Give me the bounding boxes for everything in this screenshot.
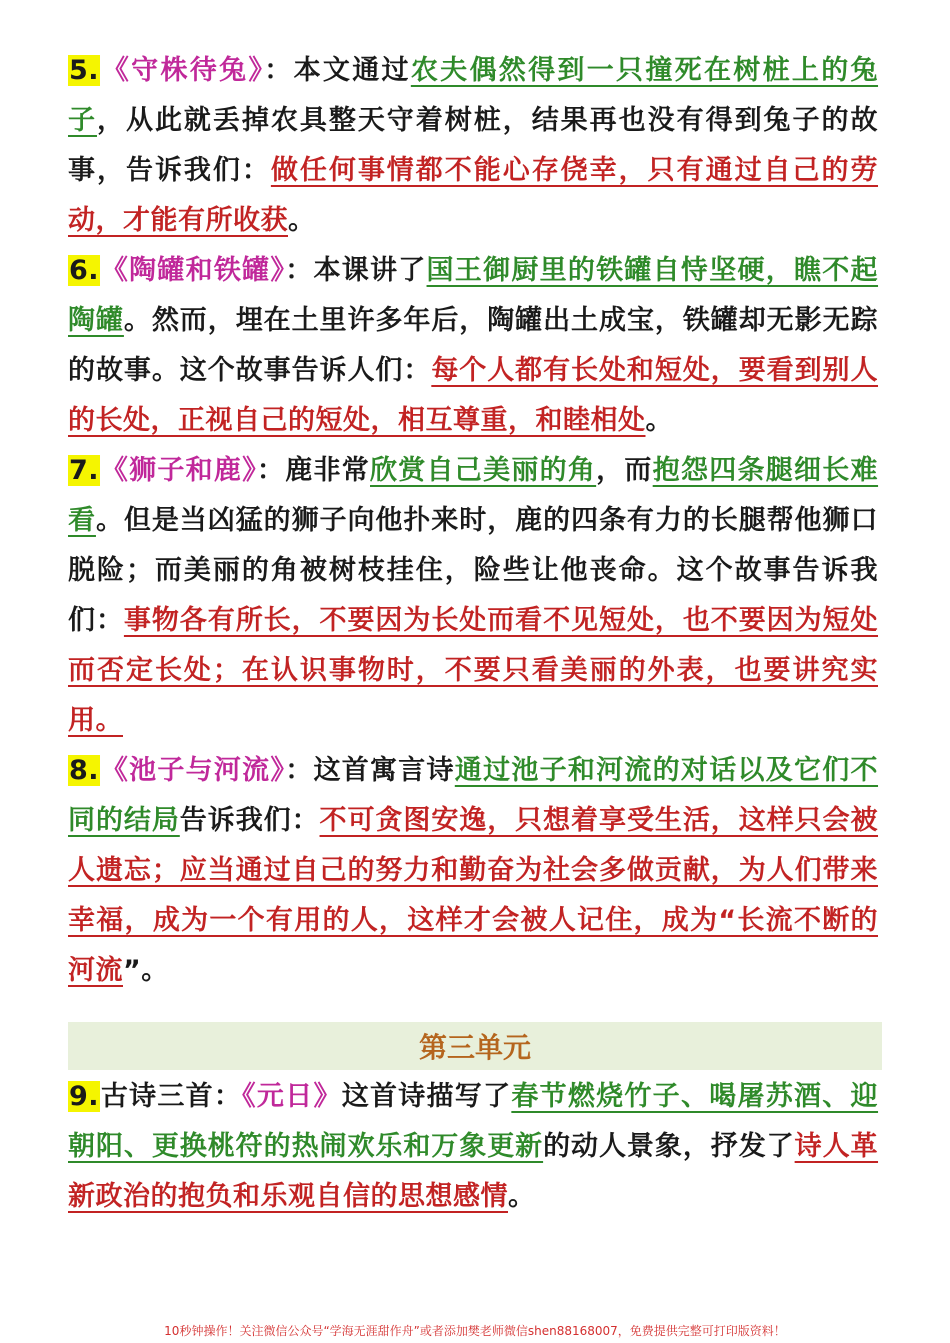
- text-segment: 。: [508, 1181, 536, 1212]
- entry-number-highlight: 8.: [69, 755, 100, 786]
- key-content-underline: 欣赏自己美丽的角: [370, 455, 597, 486]
- lesson-title: 《元日》: [242, 1081, 342, 1112]
- text-segment: 告诉我们：: [179, 805, 320, 836]
- lesson-title: 《守株待兔》: [100, 55, 265, 86]
- entries-list: [68, 46, 878, 996]
- lesson-title: 《池子与河流》: [100, 755, 286, 786]
- text-segment: 。然而，埋在土里许多年后，陶罐出土成宝，铁罐却无影无踪的故事。这个故事告诉人们：: [68, 305, 879, 386]
- entry-9: [68, 1072, 878, 1222]
- entry-7: [68, 446, 878, 746]
- entry-number-highlight: 5.: [69, 55, 100, 86]
- entry-8: [68, 746, 878, 996]
- lesson-title: 《陶罐和铁罐》: [100, 255, 286, 286]
- moral-underline: 事物各有所长，不要因为长处而看不见短处，也不要因为短处而否定长处；在认识事物时，不要只看美丽的外表，也要讲究实用。: [68, 605, 879, 736]
- entry-6: [68, 246, 878, 446]
- text-segment: 的动人景象，抒发了: [543, 1131, 795, 1162]
- entry-paragraph: [68, 446, 878, 746]
- entry-paragraph: [68, 746, 878, 996]
- entry-number-highlight: 7.: [69, 455, 100, 486]
- text-segment: ，从此就丢掉农具整天守着树桩，结果再也没有得到兔子的故事，告诉我们：: [68, 105, 879, 186]
- entry-paragraph: [68, 246, 878, 446]
- entry-number-highlight: 6.: [69, 255, 100, 286]
- unit-header-bar: [68, 1022, 882, 1070]
- text-segment: ：本文通过: [264, 55, 411, 86]
- footer-promo-text: 10秒钟操作！关注微信公众号“学海无涯甜作舟”或者添加樊老师微信shen88168007，免费提供完整可打印版资料！: [164, 1324, 786, 1338]
- lesson-title: 《狮子和鹿》: [100, 455, 257, 486]
- moral-underline: 做任何事情都不能心存侥幸，只有通过自己的劳动，才能有所收获: [68, 155, 879, 236]
- text-segment: 。: [288, 205, 316, 236]
- text-segment: 。但是当凶猛的狮子向他扑来时，鹿的四条有力的长腿帮他狮口脱险；而美丽的角被树枝挂住，险些让他丧命。这个故事告诉我们：: [68, 505, 879, 636]
- key-content-underline: 抱怨四条腿细长难看: [68, 455, 879, 536]
- text-segment: ：本课讲了: [285, 255, 427, 286]
- text-segment: ”。: [123, 955, 169, 986]
- moral-underline: 不可贪图安逸，只想着享受生活，这样只会被人遗忘；应当通过自己的努力和勤奋为社会多做贡献，为人们带来幸福，成为一个有用的人，这样才会被人记住，成为“长流不断的河流: [68, 805, 879, 986]
- key-content-underline: 农夫偶然得到一只撞死在树桩上的兔子: [68, 55, 879, 136]
- entry-5: [68, 46, 878, 246]
- text-segment: 古诗三首：: [100, 1081, 243, 1112]
- entry-number-highlight: 9.: [69, 1081, 100, 1112]
- text-segment: ：鹿非常: [256, 455, 370, 486]
- entry-paragraph: [68, 1072, 878, 1222]
- text-segment: ：这首寓言诗: [285, 755, 455, 786]
- unit-header-title: 第三单元: [418, 1031, 531, 1064]
- moral-underline: 每个人都有长处和短处，要看到别人的长处，正视自己的短处，相互尊重，和睦相处: [68, 355, 879, 436]
- key-content-underline: 通过池子和河流的对话以及它们不同的结局: [68, 755, 879, 836]
- text-segment: 这首诗描写了: [341, 1081, 512, 1112]
- key-content-underline: 春节燃烧竹子、喝屠苏酒、迎朝阳、更换桃符的热闹欢乐和万象更新: [68, 1081, 879, 1162]
- text-segment: ，而: [596, 455, 653, 486]
- moral-underline: 诗人革新政治的抱负和乐观自信的思想感情: [68, 1131, 879, 1212]
- key-content-underline: 国王御厨里的铁罐自恃坚硬，瞧不起陶罐: [68, 255, 879, 336]
- text-segment: 。: [645, 405, 673, 436]
- entry-paragraph: [68, 46, 878, 246]
